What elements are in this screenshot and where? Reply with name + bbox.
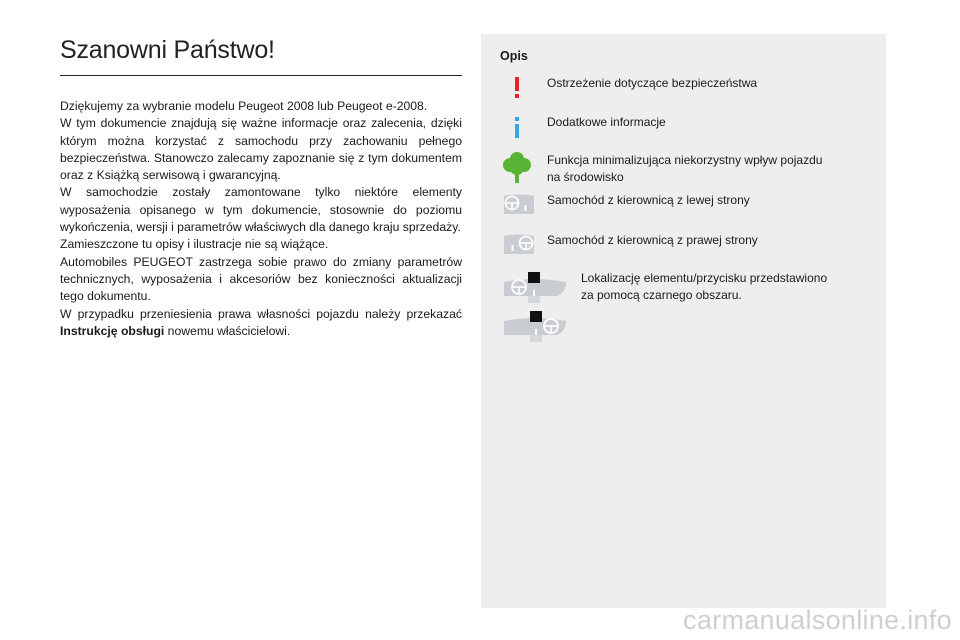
exclamation-icon xyxy=(512,77,522,104)
paragraph-rights: Automobiles PEUGEOT zastrzega sobie prawo do zmiany parametrów technicznych, wyposażenia i akcesoriów bez konieczności aktualizacji tego dokumentu. xyxy=(60,254,462,304)
page-title: Szanowni Państwo! xyxy=(60,36,462,76)
legend-text-location: Lokalizację elementu/przycisku przedstawiono za pomocą czarnego obszaru. xyxy=(581,271,828,302)
transfer-text-start: W przypadku przeniesienia prawa własności pojazdu należy przekazać xyxy=(60,306,462,321)
legend-text-rhd: Samochód z kierownicą z prawej strony xyxy=(547,233,758,247)
watermark: carmanualsonline.info xyxy=(683,605,952,635)
intro-column xyxy=(60,36,462,340)
dashboard-location-lhd-icon xyxy=(502,272,568,309)
dashboard-location-rhd-icon xyxy=(502,311,568,348)
legend-text-lhd: Samochód z kierownicą z lewej strony xyxy=(547,193,750,207)
tree-icon xyxy=(503,152,531,189)
manual-name-bold: Instrukcję obsługi xyxy=(60,323,165,338)
paragraph-safety: W tym dokumencie znajdują się ważne informacje oraz zalecenia, dzięki którym można korzystać z samochodu przy zachowaniu pełnego bezpieczeństwa. Stanowczo zalecamy zapoznanie się z tym dokumentem oraz z Książką serwisową i gwarancyjną. xyxy=(60,116,462,183)
transfer-text-end: nowemu właścicielowi. xyxy=(164,323,291,338)
paragraph-equipment: W samochodzie zostały zamontowane tylko niektóre elementy wyposażenia opisanego w tym dokumencie, stosownie do poziomu wykończenia, wersji i parametrów właściwych dla danego kraju sprzedaży. xyxy=(60,185,462,235)
paragraph-not-binding: Zamieszczone tu opisy i ilustracje nie są wiążące. xyxy=(60,237,329,252)
legend-panel xyxy=(481,34,886,608)
legend-text-warning: Ostrzeżenie dotyczące bezpieczeństwa xyxy=(547,76,758,90)
left-hand-drive-icon xyxy=(502,192,536,221)
paragraph-thanks: Dziękujemy za wybranie modelu Peugeot 2008 lub Peugeot e-2008. xyxy=(60,99,428,113)
intro-text xyxy=(60,98,462,340)
legend-title: Opis xyxy=(500,49,528,63)
paragraph-transfer xyxy=(60,306,462,341)
right-hand-drive-icon xyxy=(502,232,536,261)
legend-text-info: Dodatkowe informacje xyxy=(547,115,666,129)
info-icon xyxy=(512,117,522,143)
legend-text-eco: Funkcja minimalizująca niekorzystny wpływ pojazdu na środowisko xyxy=(547,153,823,184)
